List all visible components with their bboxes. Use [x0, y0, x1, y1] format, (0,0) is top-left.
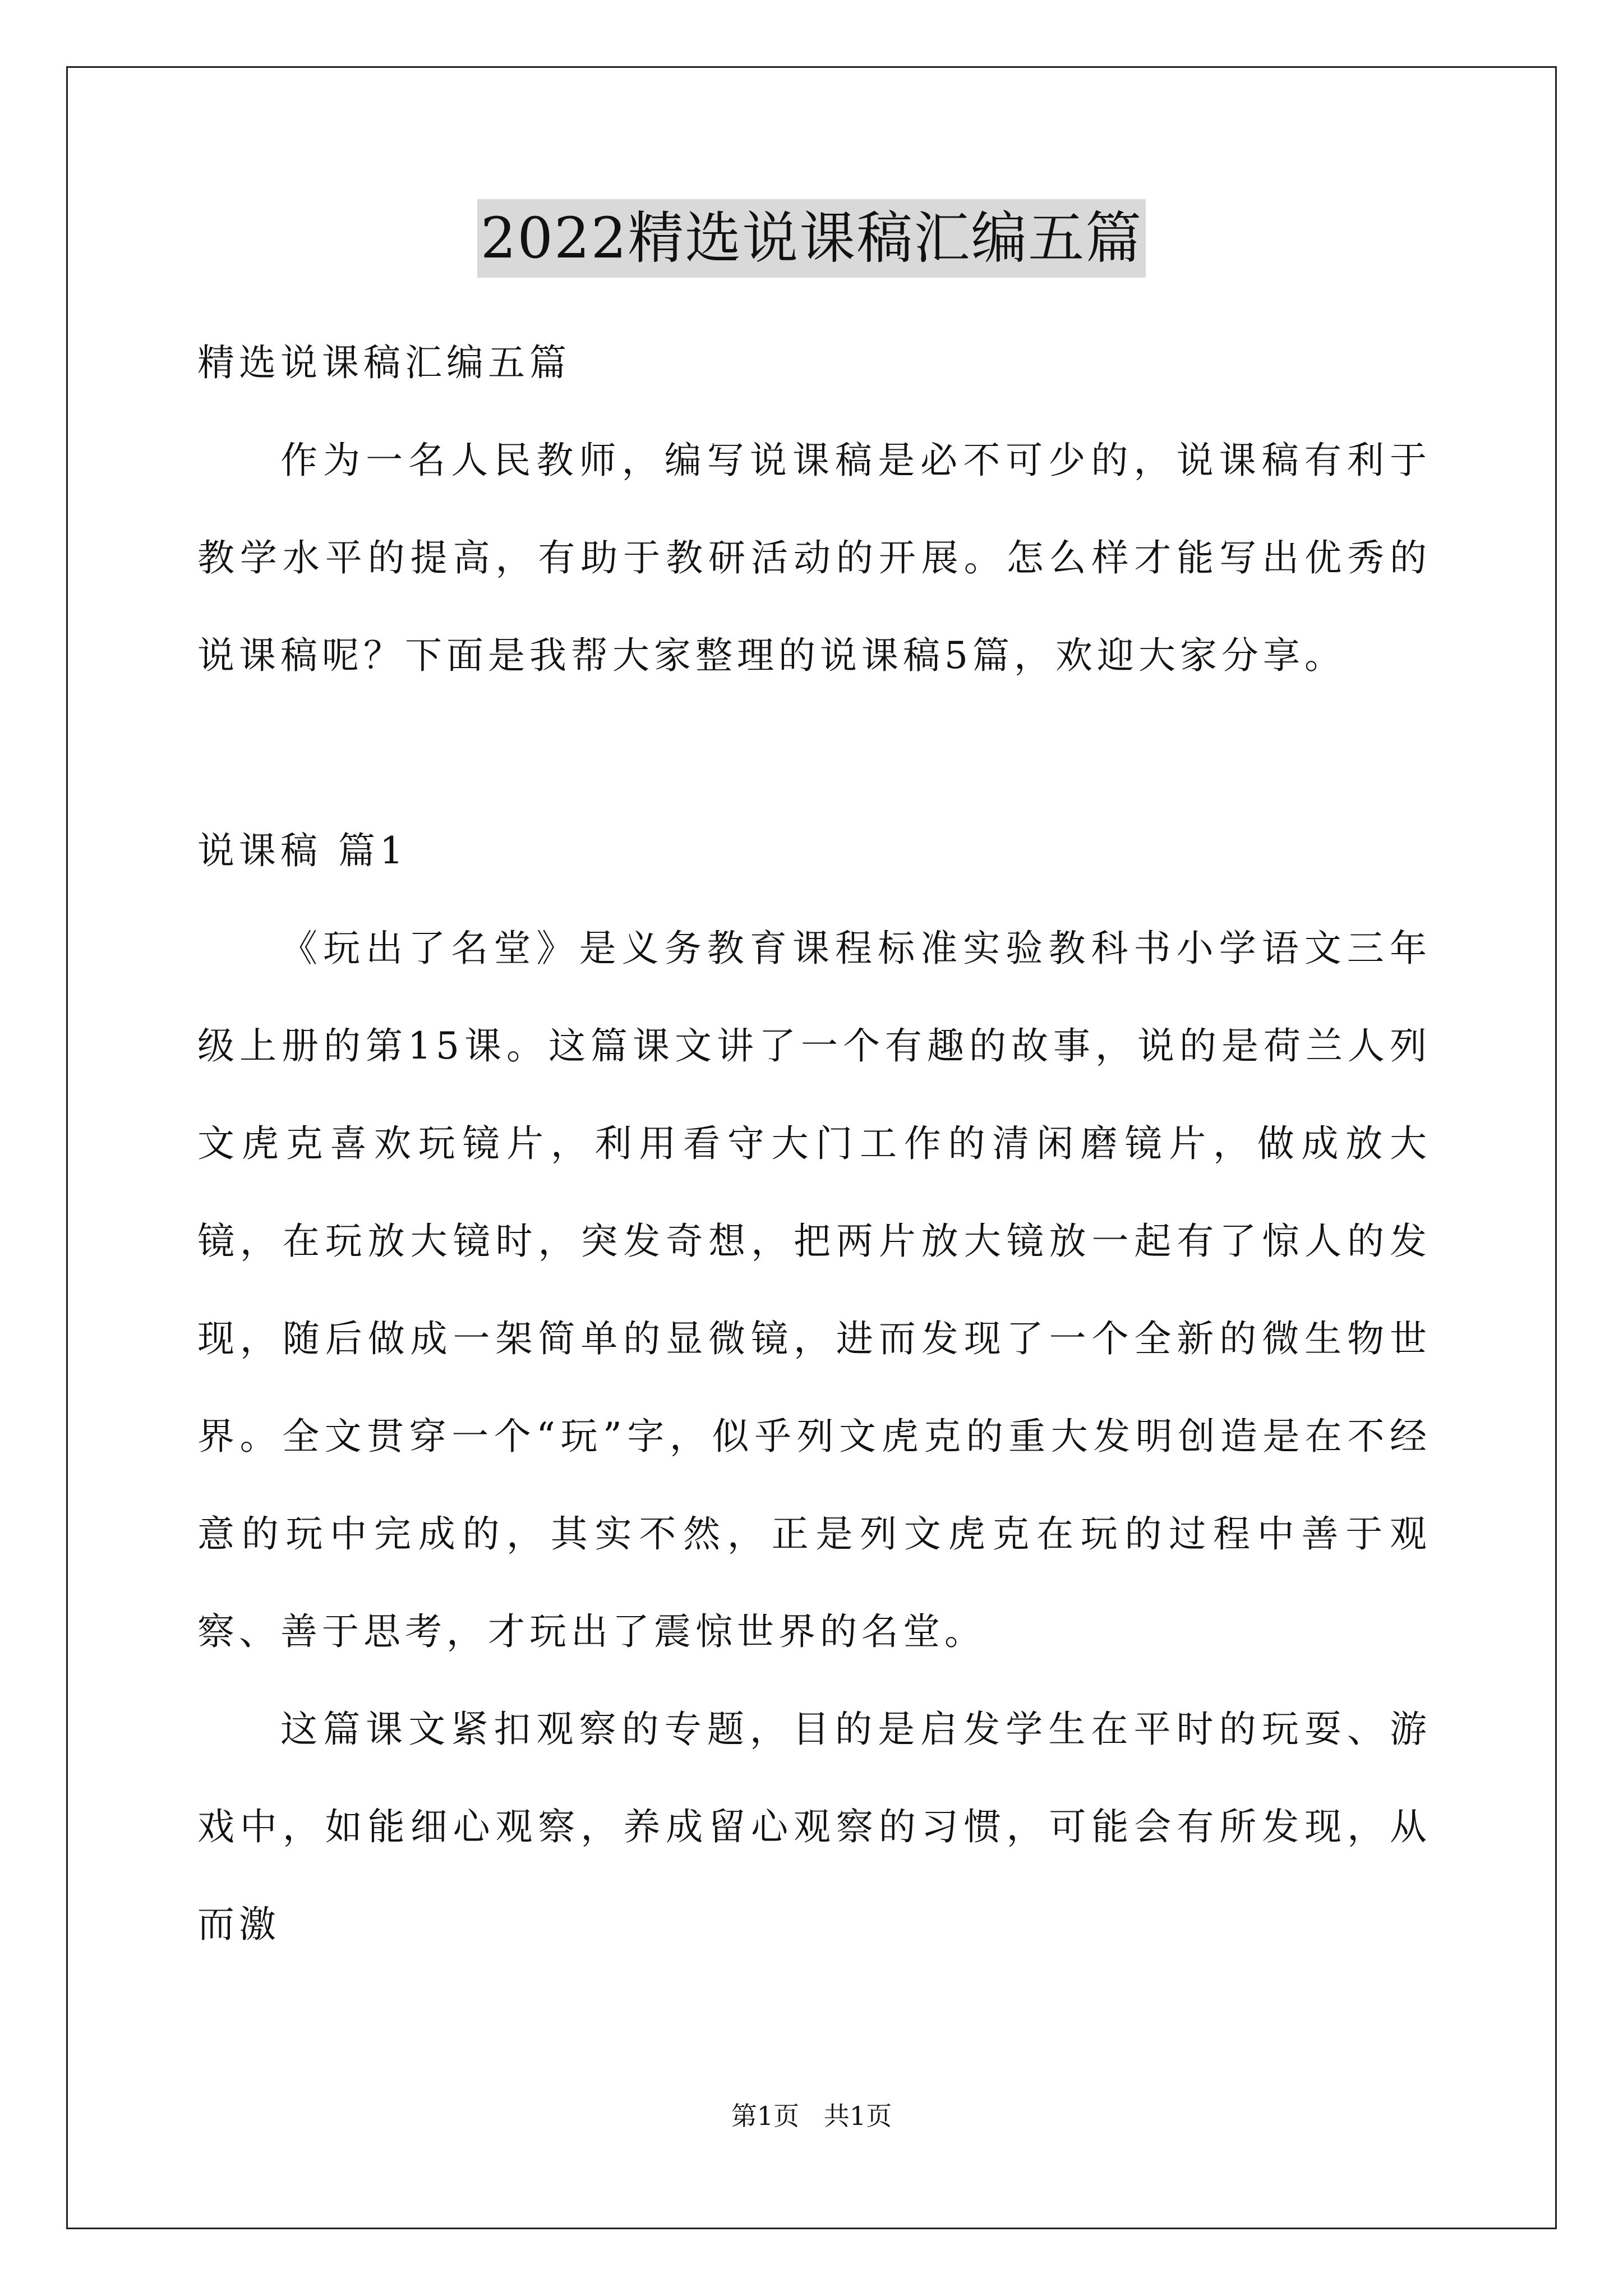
body-paragraph-1: 《玩出了名堂》是义务教育课程标准实验教科书小学语文三年级上册的第15课。这篇课文讲了一个有趣的故事，说的是荷兰人列文虎克喜欢玩镜片，利用看守大门工作的清闲磨镜片，做成放大镜，在玩放大镜时，突发奇想，把两片放大镜放一起有了惊人的发现，随后做成一架简单的显微镜，进而发现了一个全新的微生物世界。全文贯穿一个“玩”字，似乎列文虎克的重大发明创造是在不经意的玩中完成的，其实不然，正是列文虎克在玩的过程中善于观察、善于思考，才玩出了震惊世界的名堂。	[197, 927, 1431, 1653]
document-body	[197, 314, 1431, 1973]
section-heading: 说课稿 篇1	[197, 829, 408, 872]
page-footer: 第1页 共1页	[731, 2101, 892, 2131]
document-subtitle: 精选说课稿汇编五篇	[197, 341, 571, 384]
intro-paragraph: 作为一名人民教师，编写说课稿是必不可少的，说课稿有利于教学水平的提高，有助于教研活动的开展。怎么样才能写出优秀的说课稿呢？下面是我帮大家整理的说课稿5篇，欢迎大家分享。	[197, 439, 1431, 677]
document-title: 2022精选说课稿汇编五篇	[477, 199, 1146, 278]
title-wrap	[0, 199, 1623, 278]
body-paragraph-2: 这篇课文紧扣观察的专题，目的是启发学生在平时的玩耍、游戏中，如能细心观察，养成留心观察的习惯，可能会有所发现，从而激	[197, 1708, 1431, 1946]
